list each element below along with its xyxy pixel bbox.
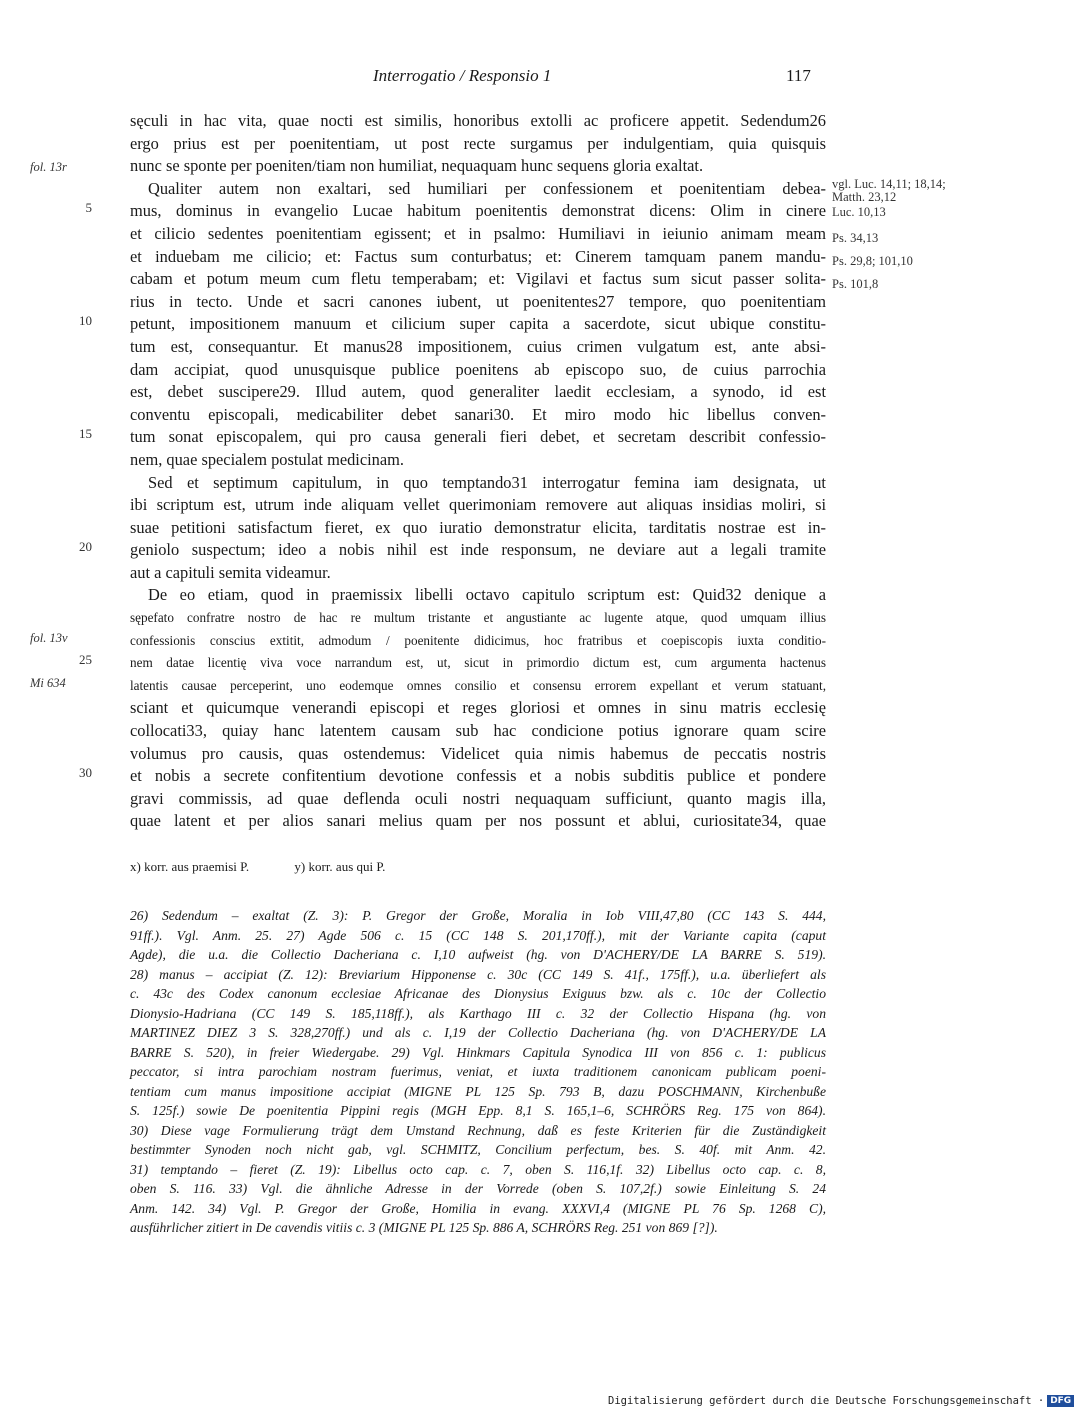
- dfg-logo: DFG: [1047, 1395, 1074, 1407]
- footnote-line: 91ff.). Vgl. Anm. 25. 27) Agde 506 c. 15 (CC 148 S. 201,170ff.), mit der Variante capita (caput: [130, 927, 826, 943]
- side-note: Luc. 10,13: [832, 205, 886, 219]
- line-number: 10: [79, 313, 92, 328]
- text-line: cabam et potum meum cum fletu temperabam; et: Vigilavi et factus sum sicut passer solita-: [130, 269, 826, 289]
- line-number: 25: [79, 652, 92, 667]
- line-number: 30: [79, 765, 92, 780]
- text-line: et nobis a secrete confitentium devotione confessis et a nobis subditis publice et pondere: [130, 766, 826, 786]
- text-line: ergo prius est per poenitentiam, ut post recte surgamus per indulgentiam, quia quisquis: [130, 133, 826, 153]
- critical-apparatus: [130, 859, 427, 875]
- footnote-line: MARTINEZ DIEZ 3 S. 328,270ff.) und als c. I,19 der Collectio Dacheriana (hg. von D'ACHERY/DE LA: [130, 1025, 826, 1040]
- running-head: Interrogatio / Responsio 1: [373, 66, 552, 85]
- footnote-line: Anm. 142. 34) Vgl. P. Gregor der Große, Homilia in evang. XXXVI,4 (MIGNE PL 76 Sp. 1268 C),: [130, 1200, 826, 1216]
- text-line: Qualiter autem non exaltari, sed humiliari per confessionem et poenitentiam debea-: [148, 178, 826, 198]
- text-line: aut a capituli semita videamur.: [130, 562, 331, 582]
- line-number: 5: [85, 200, 92, 215]
- text-line: sciant et quicumque venerandi episcopi et reges gloriosi et omnes in sinu matris ecclesię: [130, 698, 826, 718]
- folio-mark: fol. 13r: [30, 160, 67, 174]
- text-line: nem, quae specialem postulat medicinam.: [130, 449, 404, 469]
- text-line: est, debet suscipere29. Illud autem, quod generaliter laedit ecclesiam, a synodo, id est: [130, 382, 826, 402]
- footnote-line: peccator, si intra parochiam nostram fuerimus, veniat, et iuxta traditionem canonicam publicam poeni-: [130, 1064, 826, 1079]
- footnote-line: bestimmter Synoden noch nicht gab, vgl. SCHMITZ, Concilium perfectum, bes. S. 40f. mit Anm. 42.: [130, 1142, 826, 1157]
- text-line: et cilicio sedentes poenitentiam egissent; et in psalmo: Humiliavi in ieiunio animam meam: [130, 223, 826, 243]
- apparatus-note: y) korr. aus qui P.: [294, 859, 386, 874]
- footnotes: [130, 906, 826, 1238]
- footnote-line: c. 43c des Codex canonum ecclesiae Africanae des Dionysius Exiguus bzw. als c. 10c der Collectio: [130, 986, 826, 1001]
- side-note: Ps. 34,13: [832, 231, 879, 245]
- text-line: ibi scriptum est, utrum inde aliquam vellet querimoniam removere aut aliquas insidias moliri, si: [130, 495, 826, 515]
- text-line: volumus pro causis, quas ostendemus: Videlicet quia nimis habemus de peccatis nostris: [130, 743, 826, 763]
- line-number: 15: [79, 426, 92, 441]
- footnote-line: 28) manus – accipiat (Z. 12): Breviarium Hipponense c. 30c (CC 149 S. 41f., 175ff.), u.a. überliefert als: [130, 966, 826, 982]
- side-note: Matth. 23,12: [832, 190, 897, 204]
- text-line: nunc se sponte per poeniten/tiam non humiliat, nequaquam hunc sequens gloria exaltat.: [130, 156, 704, 176]
- apparatus-note: x) korr. aus praemisi P.: [130, 859, 250, 874]
- side-note: vgl. Luc. 14,11; 18,14;: [832, 177, 946, 191]
- text-line: dam accipiat, quod unusquisque publice poenitens ab episcopo suo, de cuius parrochia: [130, 359, 826, 379]
- text-line: suae petitioni satisfactum fieret, ex quo iuratio demonstratur elicita, tarditatis nostrae est in-: [130, 517, 826, 537]
- main-text: [130, 110, 826, 833]
- text-line: sęculi in hac vita, quae nocti est similis, honoribus extolli ac proficere appetit. Sedendum26: [130, 111, 826, 130]
- funding-footer: [608, 1395, 1074, 1407]
- text-line: quae latent et per alios sanari melius quam per nos possunt et ablui, curiositate34, quae: [130, 811, 826, 831]
- footnote-line: BARRE S. 520), in freier Wiedergabe. 29) Vgl. Hinkmars Capitula Synodica III von 856 c. 1: publicus: [130, 1044, 826, 1060]
- text-line: sępefato confratre nostro de hac re multum tristante et angustiante ac lugente atque, quod umquam illius: [130, 610, 826, 626]
- line-number: 20: [79, 539, 92, 554]
- footer-text: Digitalisierung gefördert durch die Deutsche Forschungsgemeinschaft ·: [608, 1395, 1045, 1407]
- text-line: gravi commissis, ad quae deflenda oculi nostri nequaquam sufficiunt, quanto magis illa,: [130, 788, 826, 808]
- text-line: collocati33, quiay hanc latentem causam sub hac condicione potius ignorare quam scire: [130, 721, 826, 741]
- footnote-line: tentiam cum manus impositione accipiat (MIGNE PL 125 Sp. 793 B, dazu POSCHMANN, Kirchenbuße: [130, 1083, 826, 1099]
- text-line: Sed et septimum capitulum, in quo temptando31 interrogatur femina iam designata, ut: [148, 472, 826, 492]
- text-line: latentis causae perceperint, uno eodemque omnes consilio et consensu errorem expellant et verum statuant,: [130, 677, 826, 693]
- text-line: et induebam me cilicio; et: Factus sum conturbatus; et: Cinerem tamquam panem mandu-: [130, 246, 826, 266]
- footnote-line: S. 125f.) sowie De poenitentia Pippini regis (MGH Epp. 8,1 S. 165,1–6, SCHRÖRS Reg. 175 von 864).: [130, 1103, 826, 1118]
- text-line: tum est, consequantur. Et manus28 impositionem, cuius crimen vulgatum est, ante absi-: [130, 336, 826, 356]
- footnote-line: Dionysio-Hadriana (CC 149 S. 185,118ff.), als Karthago III c. 32 der Collectio Hispana (hg. von: [130, 1005, 826, 1021]
- page-number: 117: [786, 66, 811, 85]
- text-line: rius in tecto. Unde et sacri canones iubent, ut poenitentes27 tempore, quo poenitentiam: [130, 291, 826, 311]
- text-line: petunt, impositionem manuum et cilicium super capita a sacerdote, sicut ubique constitu-: [130, 314, 826, 334]
- text-line: mus, dominus in evangelio Lucae habitum poenitentis demonstrat dicens: Olim in cinere: [130, 201, 826, 221]
- footnote-line: ausführlicher zitiert in De cavendis vitiis c. 3 (MIGNE PL 125 Sp. 886 A, SCHRÖRS Reg. 251 von 869 [?]).: [130, 1220, 718, 1235]
- text-line: nem datae licentię viva voce narrandum est, ut, sicut in primordio dictum est, cum argumenta hactenus: [130, 655, 826, 671]
- text-line: confessionis conscius extitit, admodum / poenitente didicimus, hoc fratribus et coepiscopis iuxta conditio-: [130, 632, 826, 648]
- footnote-line: 31) temptando – fieret (Z. 19): Libellus octo cap. c. 7, oben S. 116,1f. 32) Libellus octo cap. c. 8,: [130, 1161, 826, 1177]
- folio-mark: fol. 13v: [30, 631, 68, 645]
- text-line: conventu episcopali, medicabiliter debet sanari30. Et miro modo hic libellus conven-: [130, 404, 826, 424]
- text-line: tum sonat episcopalem, qui pro causa generali fieri debet, et secretam describit confessio-: [130, 427, 826, 447]
- footnote-line: 26) Sedendum – exaltat (Z. 3): P. Gregor der Große, Moralia in Iob VIII,47,80 (CC 143 S. 444,: [130, 908, 826, 923]
- text-line: De eo etiam, quod in praemissix libelli octavo capitulo scriptum est: Quid32 denique a: [148, 585, 826, 605]
- folio-mark: Mi 634: [30, 676, 66, 690]
- side-note: Ps. 101,8: [832, 277, 879, 291]
- text-line: geniolo suspectum; ideo a nobis nihil est inde responsum, ne deviare aut a legali tramite: [130, 540, 826, 560]
- footnote-line: Agde), die u.a. die Collectio Dacheriana c. I,10 aufweist (hg. von D'ACHERY/DE LA BARRE S. 519).: [130, 947, 826, 962]
- side-note: Ps. 29,8; 101,10: [832, 254, 913, 268]
- footnote-line: oben S. 116. 33) Vgl. die ähnliche Adresse in der Vorrede (oben S. 107,2f.) sowie Einleitung S. 24: [130, 1181, 826, 1196]
- footnote-line: 30) Diese vage Formulierung trägt dem Umstand Rechnung, daß es feste Kriterien für die Zuständigkeit: [130, 1122, 826, 1138]
